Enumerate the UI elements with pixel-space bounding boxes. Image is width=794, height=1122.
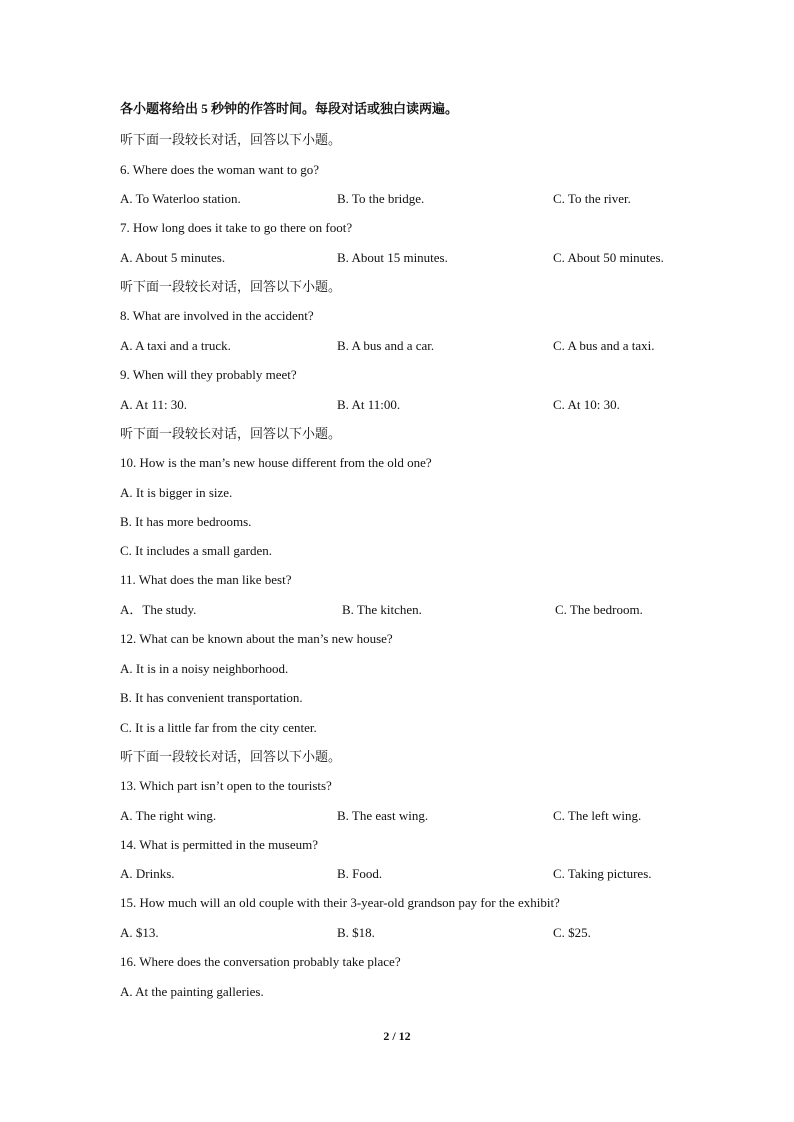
option-6a: A. To Waterloo station. xyxy=(120,191,241,206)
question-14: 14. What is permitted in the museum? xyxy=(120,837,318,852)
option-8b: B. A bus and a car. xyxy=(337,338,435,353)
question-7: 7. How long does it take to go there on foot? xyxy=(120,220,353,235)
option-10c: C. It includes a small garden. xyxy=(120,543,272,558)
option-15c: C. $25. xyxy=(553,925,591,940)
option-12b: B. It has convenient transportation. xyxy=(120,690,303,705)
section-instruction: 听下面一段较长对话，回答以下小题。 xyxy=(120,279,342,294)
option-13a: A. The right wing. xyxy=(120,808,217,823)
section-instruction: 听下面一段较长对话，回答以下小题。 xyxy=(120,749,342,764)
option-11b: B. The kitchen. xyxy=(342,602,422,617)
option-6c: C. To the river. xyxy=(553,191,631,206)
option-11c: C. The bedroom. xyxy=(555,602,643,617)
option-7a: A. About 5 minutes. xyxy=(120,250,226,265)
question-12: 12. What can be known about the man’s new house? xyxy=(120,631,393,646)
option-10a: A. It is bigger in size. xyxy=(120,485,233,500)
option-7c: C. About 50 minutes. xyxy=(553,250,664,265)
section-instruction: 听下面一段较长对话，回答以下小题。 xyxy=(120,132,342,147)
option-8a: A. A taxi and a truck. xyxy=(120,338,231,353)
question-13: 13. Which part isn’t open to the tourists? xyxy=(120,778,332,793)
option-9c: C. At 10: 30. xyxy=(553,397,620,412)
option-12a: A. It is in a noisy neighborhood. xyxy=(120,661,289,676)
option-11a: A．The study. xyxy=(120,602,197,617)
question-11: 11. What does the man like best? xyxy=(120,572,292,587)
option-14a: A. Drinks. xyxy=(120,866,175,881)
option-14b: B. Food. xyxy=(337,866,383,881)
option-9b: B. At 11:00. xyxy=(337,397,401,412)
option-16a: A. At the painting galleries. xyxy=(120,984,264,999)
option-6b: B. To the bridge. xyxy=(337,191,425,206)
option-9a: A. At 11: 30. xyxy=(120,397,188,412)
question-9: 9. When will they probably meet? xyxy=(120,367,297,382)
option-7b: B. About 15 minutes. xyxy=(337,250,448,265)
option-15b: B. $18. xyxy=(337,925,375,940)
option-13b: B. The east wing. xyxy=(337,808,429,823)
option-10b: B. It has more bedrooms. xyxy=(120,514,252,529)
page-number: 2 / 12 xyxy=(383,1029,411,1043)
intro-text: 各小题将给出 5 秒钟的作答时间。每段对话或独白读两遍。 xyxy=(120,101,459,116)
question-16: 16. Where does the conversation probably take place? xyxy=(120,954,401,969)
section-instruction: 听下面一段较长对话，回答以下小题。 xyxy=(120,426,342,441)
question-10: 10. How is the man’s new house different from the old one? xyxy=(120,455,432,470)
question-6: 6. Where does the woman want to go? xyxy=(120,162,320,177)
option-15a: A. $13. xyxy=(120,925,159,940)
option-8c: C. A bus and a taxi. xyxy=(553,338,655,353)
option-12c: C. It is a little far from the city center. xyxy=(120,720,317,735)
option-14c: C. Taking pictures. xyxy=(553,866,652,881)
option-13c: C. The left wing. xyxy=(553,808,642,823)
question-8: 8. What are involved in the accident? xyxy=(120,308,314,323)
question-15: 15. How much will an old couple with their 3-year-old grandson pay for the exhibit? xyxy=(120,895,560,910)
